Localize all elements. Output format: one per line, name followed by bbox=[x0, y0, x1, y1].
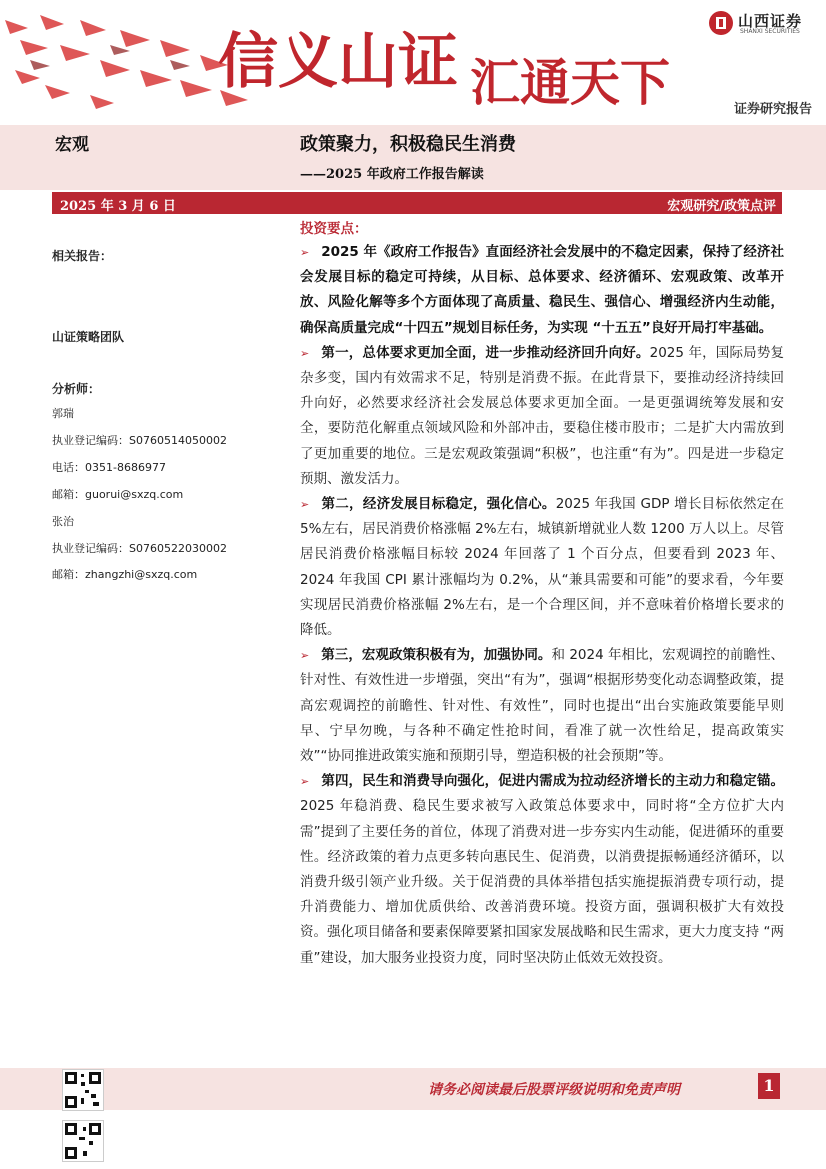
report-date: 2025 年 3 月 6 日 bbox=[60, 199, 176, 214]
section-title: 投资要点： bbox=[300, 221, 368, 237]
analyst-registration: 执业登记编码：S0760514050002 bbox=[52, 434, 227, 447]
analyst-email[interactable]: 邮箱：zhangzhi@sxzq.com bbox=[52, 568, 198, 581]
highlight-paragraph bbox=[300, 492, 784, 643]
arrow-bullet-icon: ➢ bbox=[300, 775, 310, 789]
page-number: 1 bbox=[758, 1073, 780, 1099]
qr-code-icon bbox=[62, 1069, 104, 1111]
logo-seal-icon bbox=[708, 10, 734, 36]
highlight-paragraph bbox=[300, 341, 784, 492]
header-banner-art bbox=[0, 0, 680, 125]
logo-name-en: SHANXI SECURITIES bbox=[740, 28, 800, 35]
highlight-text: 2025 年我国 GDP 增长目标依然定在 5%左右，居民消费价格涨幅 2%左右，城镇新增就业人数 1200 万人以上。尽管居民消费价格涨幅目标较 2024 年回落了 1 个百分点，但要看到 2023 年、2024 年我国 CPI 累计涨幅均为 0.2%，从“兼具需要和可能”的要求看，今年要实现居民消费价格涨幅 2%左右，是一个合理区间，并不意味着价格增长要求的降低。 bbox=[300, 496, 784, 639]
analyst-phone: 电话：0351-8686977 bbox=[52, 461, 166, 474]
arrow-bullet-icon: ➢ bbox=[300, 649, 310, 663]
company-logo bbox=[708, 8, 818, 38]
highlight-paragraph bbox=[300, 769, 784, 971]
logo-name-cn: 山西证券 bbox=[738, 12, 803, 30]
report-type: 证券研究报告 bbox=[733, 102, 812, 117]
arrow-bullet-icon: ➢ bbox=[300, 246, 310, 259]
highlight-bold-text: 第一，总体要求更加全面，进一步推动经济回升向好。 bbox=[321, 344, 650, 361]
highlight-bold-text: 2025 年《政府工作报告》直面经济社会发展中的不稳定因素，保持了经济社会发展目标的稳定可持续，从目标、总体要求、经济循环、宏观政策、改革开放、风险化解等多个方面体现了高质量、稳民生、强信心、增强经济内生动能，确保高质量完成“十四五”规划目标任务，为实现 “十五五”良好开局打牢基础。 bbox=[300, 244, 784, 336]
analyst-label: 分析师： bbox=[52, 382, 101, 396]
investment-highlights bbox=[300, 218, 784, 971]
arrow-bullet-icon: ➢ bbox=[300, 346, 310, 360]
analyst-name: 郭瑞 bbox=[52, 407, 74, 420]
highlight-text: 2025 年稳消费、稳民生要求被写入政策总体要求中，同时将“全方位扩大内需”提到了主要任务的首位，体现了消费对进一步夯实内生动能，促进循环的重要性。经济政策的着力点更多转向惠民生、促消费，以消费提振畅通经济循环，以消费升级引领产业升级。关于促消费的具体举措包括实施提振消费专项行动，提升消费能力、增加优质供给、改善消费环境。投资方面，强调积极扩大有效投资。强化项目储备和要素保障要紧扣国家发展战略和民生需求，更大力度支持 “两重”建设，加大服务业投资力度，同时坚决防止低效无效投资。 bbox=[300, 798, 784, 966]
highlight-text: 2025 年，国际局势复杂多变，国内有效需求不足，特别是消费不振。在此背景下，要推动经济持续回升向好，必然要求经济社会发展总体要求更加全面。一是更强调统筹发展和安全，要防范化解重点领域风险和外部冲击，要稳住楼市股市；二是扩大内需放到了更加重要的地位。三是宏观政策强调“积极”，也注重“有为”。四是进一步稳定预期、激发活力。 bbox=[300, 344, 785, 487]
analyst-name: 张治 bbox=[52, 515, 74, 528]
sector-label: 宏观 bbox=[55, 135, 89, 155]
related-reports-label: 相关报告： bbox=[52, 249, 113, 263]
highlight-bold-text: 第三，宏观政策积极有为，加强协同。 bbox=[321, 647, 552, 664]
disclaimer-notice[interactable]: 请务必阅读最后股票评级说明和免责声明 bbox=[428, 1082, 680, 1098]
footer-band bbox=[0, 1068, 826, 1110]
slogan-part-2: 汇通天下 bbox=[470, 53, 670, 112]
report-subtitle: ——2025 年政府工作报告解读 bbox=[300, 167, 484, 182]
highlight-paragraph bbox=[300, 643, 784, 769]
team-name: 山证策略团队 bbox=[52, 330, 125, 344]
highlight-bold-text: 第四，民生和消费导向强化，促进内需成为拉动经济增长的主动力和稳定锚。 bbox=[321, 773, 784, 790]
report-title: 政策聚力，积极稳民生消费 bbox=[300, 134, 516, 155]
slogan-part-1: 信义山证 bbox=[218, 27, 458, 97]
analyst-email[interactable]: 邮箱：guorui@sxzq.com bbox=[52, 488, 184, 501]
report-category: 宏观研究/政策点评 bbox=[667, 199, 776, 214]
arrow-bullet-icon: ➢ bbox=[300, 498, 310, 512]
qr-code-icon bbox=[62, 1120, 104, 1162]
highlight-text: 和 2024 年相比，宏观调控的前瞻性、针对性、有效性进一步增强，突出“有为”，强调“根据形势变化动态调整政策，提高宏观调控的前瞻性、针对性、有效性”，同时也提出“出台实施政策要能早则早、宁早勿晚，与各种不确定性抢时间，看准了就一次性给足，提高政策实效”“协同推进政策实施和预期引导，塑造积极的社会预期”等。 bbox=[300, 647, 784, 765]
highlight-paragraph bbox=[300, 240, 784, 341]
highlight-bold-text: 第二，经济发展目标稳定，强化信心。 bbox=[321, 496, 556, 513]
analyst-registration: 执业登记编码：S0760522030002 bbox=[52, 542, 227, 555]
